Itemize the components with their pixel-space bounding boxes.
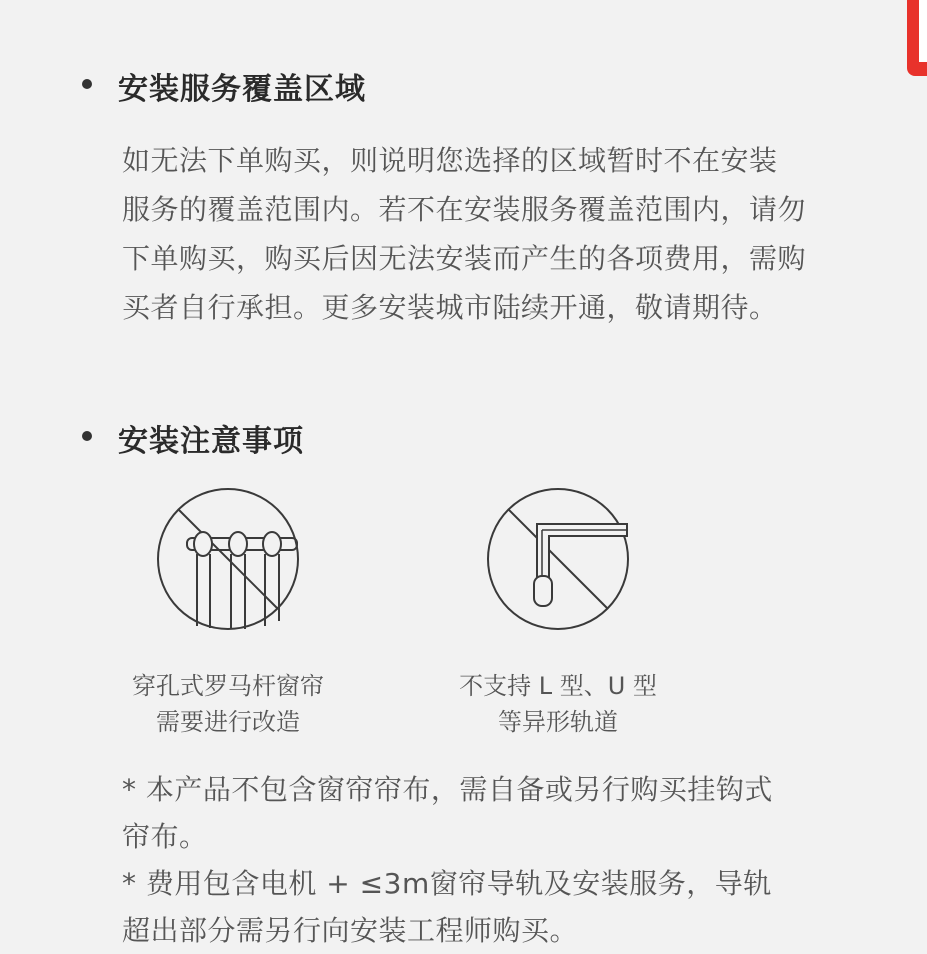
notice-caption	[438, 668, 678, 740]
notice-item-l-track	[438, 486, 678, 740]
footnote-line: * 本产品不包含窗帘帘布，需自备或另行购买挂钩式	[122, 773, 773, 806]
coverage-line: 服务的覆盖范围内。若不在安装服务覆盖范围内，请勿	[122, 193, 807, 226]
caption-line: 穿孔式罗马杆窗帘	[132, 672, 324, 700]
caption-line: 需要进行改造	[156, 708, 300, 736]
notes-title: 安装注意事项	[118, 424, 304, 459]
caption-line: 等异形轨道	[498, 708, 618, 736]
side-tab-inner	[919, 0, 927, 62]
l-shaped-track-prohibited-icon	[485, 486, 631, 632]
coverage-line: 如无法下单购买，则说明您选择的区域暂时不在安装	[122, 144, 778, 177]
coverage-line: 买者自行承担。更多安装城市陆续开通，敬请期待。	[122, 291, 778, 324]
grommet-roman-rod-curtain-prohibited-icon	[155, 486, 301, 632]
notice-item-roman-rod	[108, 486, 348, 740]
coverage-description	[122, 136, 852, 332]
notice-caption	[108, 668, 348, 740]
footnote-line: 超出部分需另行向安装工程师购买。	[122, 914, 579, 947]
floating-side-tab[interactable]	[907, 0, 927, 76]
coverage-line: 下单购买，购买后因无法安装而产生的各项费用，需购	[122, 242, 807, 275]
coverage-title: 安装服务覆盖区域	[118, 72, 366, 107]
caption-line: 不支持 L 型、U 型	[459, 672, 657, 700]
footnotes	[122, 766, 852, 954]
bullet-point	[82, 431, 92, 441]
bullet-point	[82, 79, 92, 89]
footnote-line: * 费用包含电机 + ≤3m窗帘导轨及安装服务，导轨	[122, 867, 772, 900]
footnote-line: 帘布。	[122, 820, 208, 853]
